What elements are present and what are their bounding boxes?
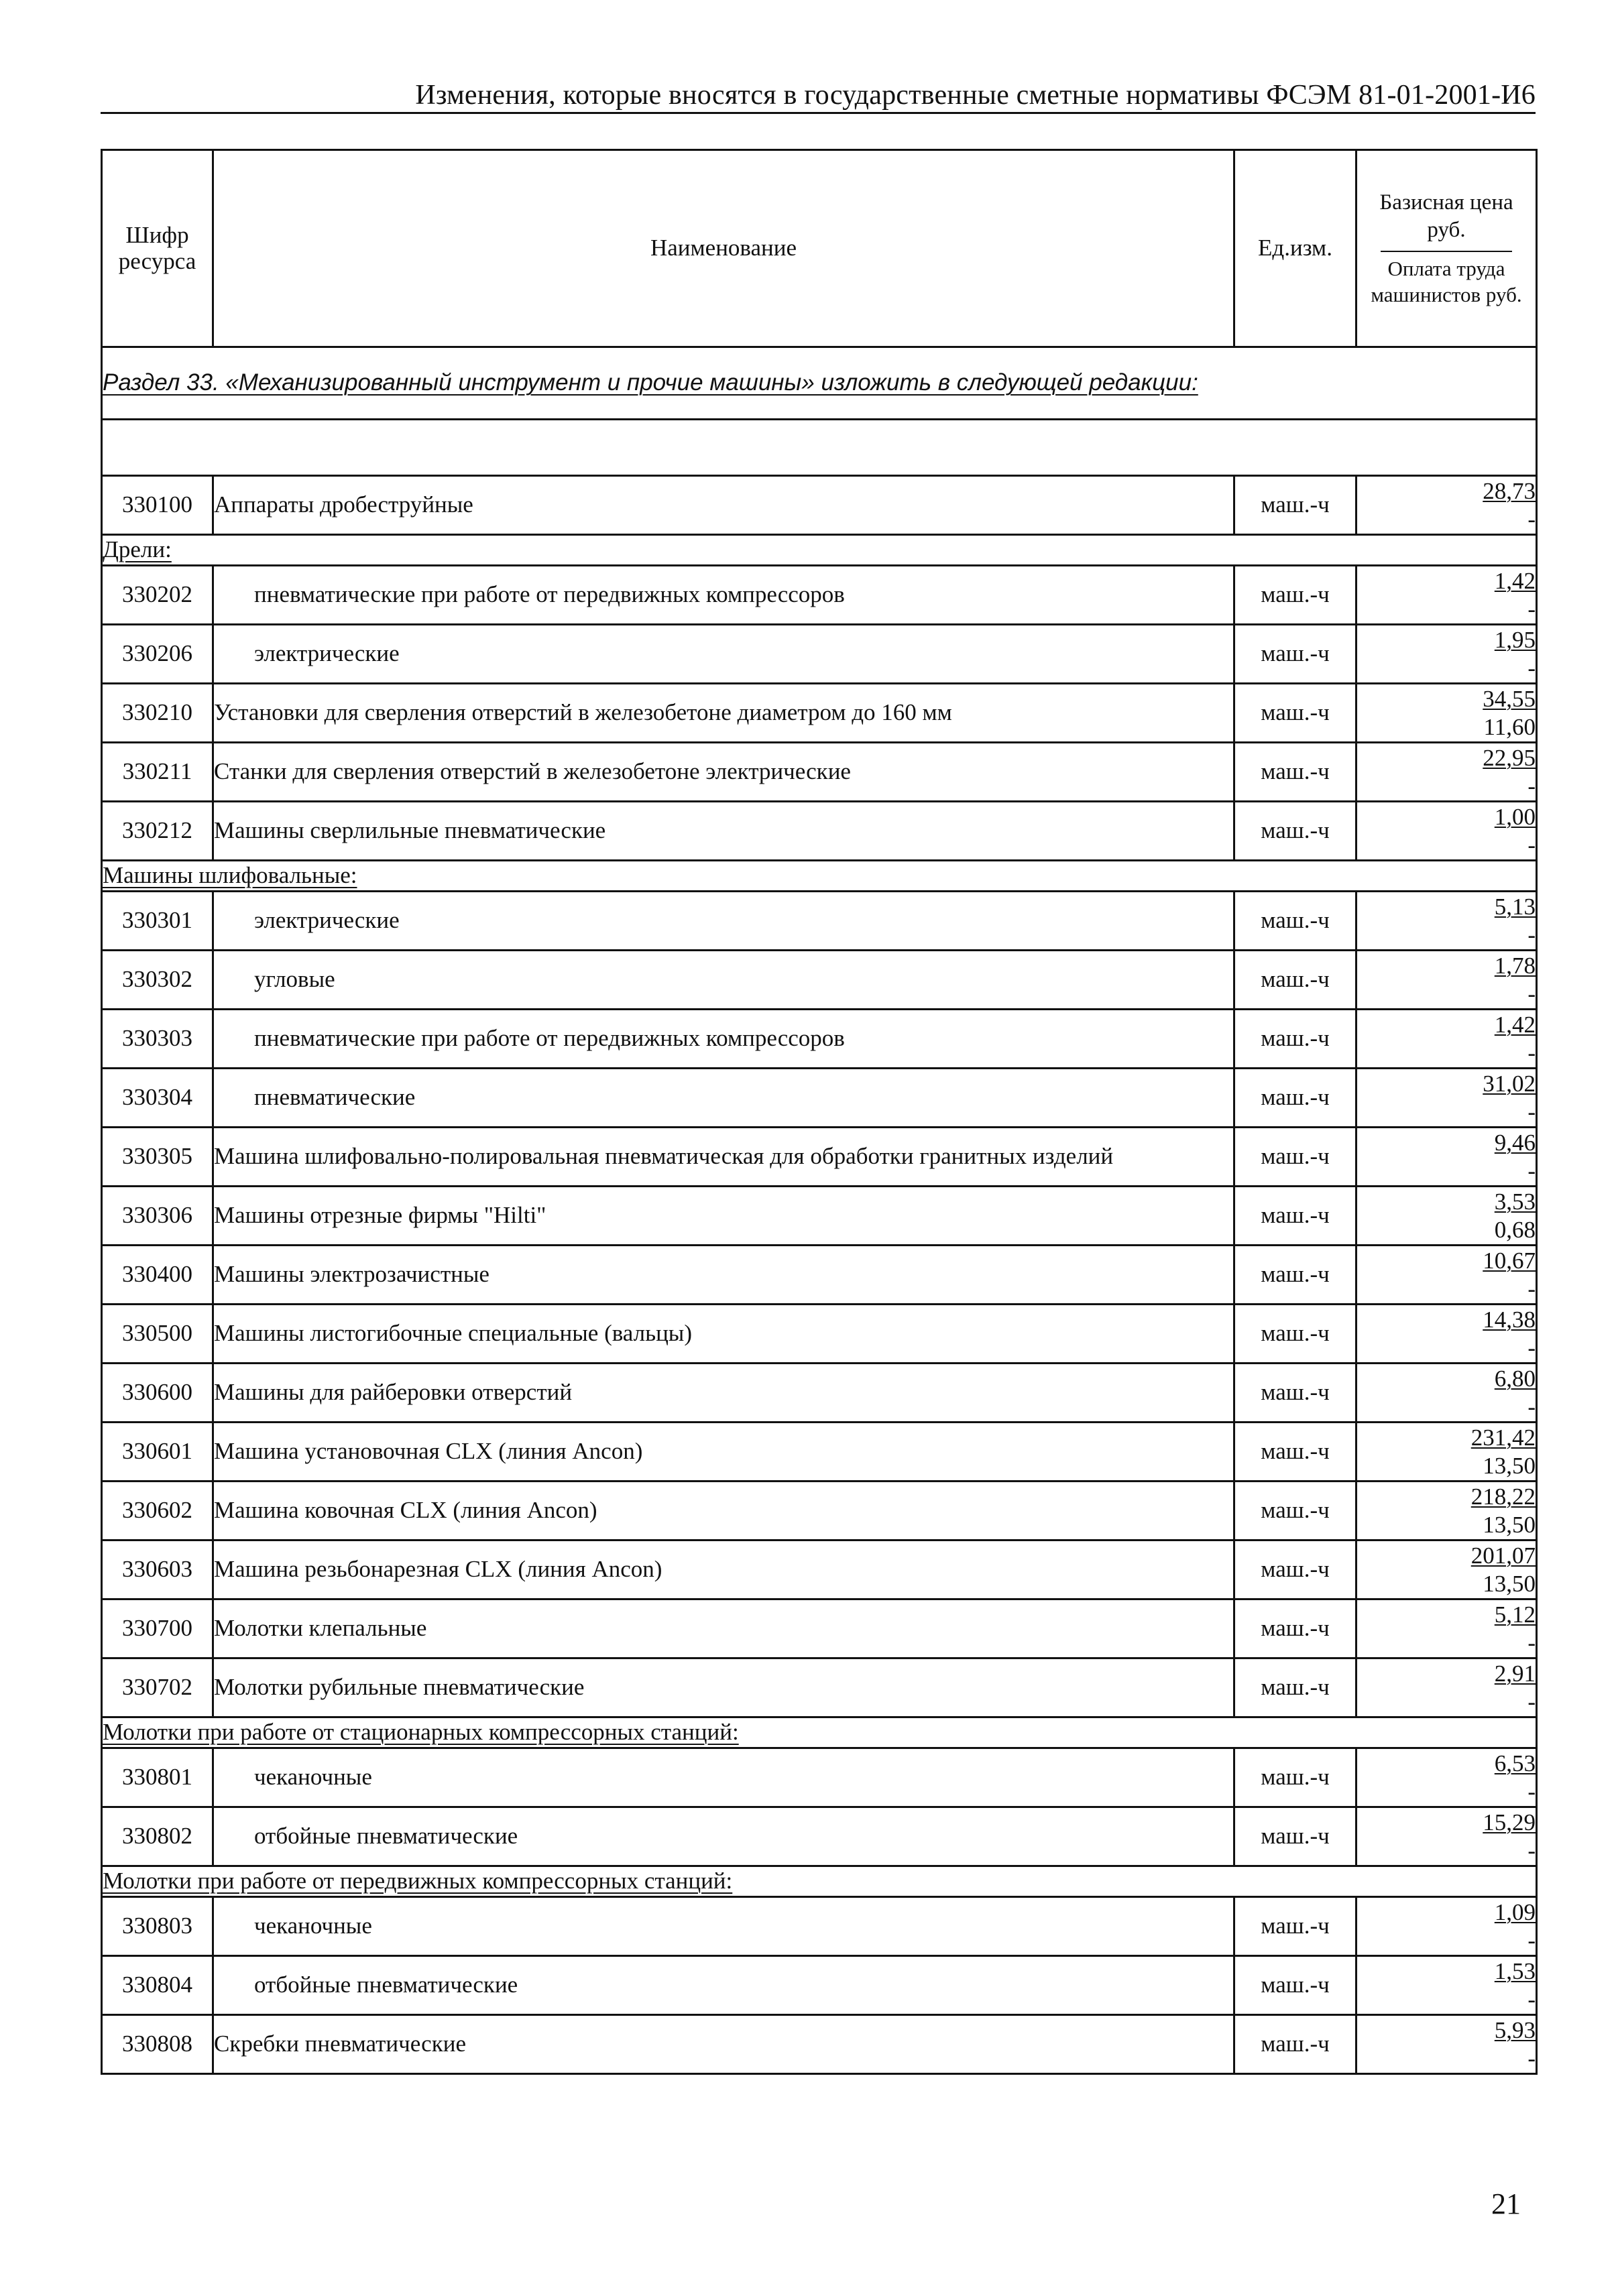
resource-code: 330602 [102, 1482, 213, 1540]
labor-price: - [1527, 505, 1536, 532]
resource-name: электрические [213, 625, 1234, 684]
table-row [102, 1807, 1537, 1866]
resource-code: 330700 [102, 1599, 213, 1658]
table-row [102, 1423, 1537, 1482]
unit-cell: маш.-ч [1234, 892, 1357, 951]
base-price: 6,53 [1494, 1750, 1536, 1776]
base-price: 9,46 [1494, 1129, 1536, 1156]
labor-price: 13,50 [1483, 1452, 1536, 1479]
price-cell [1357, 1364, 1537, 1423]
table-row [102, 743, 1537, 802]
base-price: 1,42 [1494, 1011, 1536, 1038]
spacer-row [102, 420, 1537, 476]
base-price: 231,42 [1470, 1424, 1536, 1451]
price-cell [1357, 476, 1537, 535]
header-rule [101, 112, 1536, 114]
price-cell [1357, 1423, 1537, 1482]
labor-price: - [1527, 1039, 1536, 1066]
labor-price: - [1527, 1334, 1536, 1361]
price-cell [1357, 1128, 1537, 1187]
unit-cell: маш.-ч [1234, 1423, 1357, 1482]
group-title: Молотки при работе от передвижных компрессорных станций: [102, 1866, 1537, 1897]
price-cell [1357, 951, 1537, 1010]
unit-cell: маш.-ч [1234, 1069, 1357, 1128]
price-cell [1357, 1069, 1537, 1128]
unit-cell: маш.-ч [1234, 2015, 1357, 2074]
price-cell [1357, 1807, 1537, 1866]
page-number: 21 [1491, 2187, 1521, 2220]
base-price: 1,78 [1494, 952, 1536, 979]
header-price-base: Базисная цена руб. [1379, 190, 1513, 242]
base-price: 5,13 [1494, 893, 1536, 920]
resource-code: 330802 [102, 1807, 213, 1866]
table-row [102, 1364, 1537, 1423]
table-header-row [102, 150, 1537, 347]
table-row [102, 1599, 1537, 1658]
group-row [102, 535, 1537, 566]
resource-name: пневматические при работе от передвижных компрессоров [213, 1010, 1234, 1069]
resource-code: 330804 [102, 1956, 213, 2015]
resource-code: 330601 [102, 1423, 213, 1482]
labor-price: - [1527, 1778, 1536, 1805]
resource-code: 330305 [102, 1128, 213, 1187]
table-row [102, 1897, 1537, 1956]
labor-price: - [1527, 1688, 1536, 1715]
base-price: 22,95 [1483, 744, 1536, 771]
resource-code: 330202 [102, 566, 213, 625]
section-title-row [102, 347, 1537, 420]
price-cell [1357, 802, 1537, 861]
table-row [102, 892, 1537, 951]
unit-cell: маш.-ч [1234, 1187, 1357, 1246]
group-row [102, 1717, 1537, 1748]
unit-cell: маш.-ч [1234, 1599, 1357, 1658]
table-row [102, 1540, 1537, 1599]
resource-code: 330211 [102, 743, 213, 802]
base-price: 6,80 [1494, 1365, 1536, 1392]
labor-price: - [1527, 595, 1536, 622]
price-cell [1357, 684, 1537, 743]
table-row [102, 566, 1537, 625]
table-row [102, 2015, 1537, 2074]
labor-price: - [1527, 654, 1536, 681]
price-cell [1357, 1246, 1537, 1305]
labor-price: - [1527, 1275, 1536, 1302]
resource-name: Установки для сверления отверстий в железобетоне диаметром до 160 мм [213, 684, 1234, 743]
labor-price: - [1527, 1098, 1536, 1125]
resource-code: 330500 [102, 1305, 213, 1364]
spacer-cell [102, 420, 1537, 476]
resource-name: отбойные пневматические [213, 1956, 1234, 2015]
base-price: 1,95 [1494, 626, 1536, 653]
base-price: 1,09 [1494, 1898, 1536, 1925]
price-cell [1357, 1658, 1537, 1717]
resource-name: Машина резьбонарезная CLX (линия Ancon) [213, 1540, 1234, 1599]
resource-name: Машины для райберовки отверстий [213, 1364, 1234, 1423]
labor-price: - [1527, 1986, 1536, 2012]
base-price: 34,55 [1483, 685, 1536, 712]
price-cell [1357, 1540, 1537, 1599]
table-row [102, 1305, 1537, 1364]
base-price: 31,02 [1483, 1070, 1536, 1097]
price-cell [1357, 2015, 1537, 2074]
unit-cell: маш.-ч [1234, 476, 1357, 535]
base-price: 10,67 [1483, 1247, 1536, 1274]
resource-name: Машины электрозачистные [213, 1246, 1234, 1305]
resource-name: Машины отрезные фирмы "Hilti" [213, 1187, 1234, 1246]
price-cell [1357, 1897, 1537, 1956]
table-row [102, 1128, 1537, 1187]
labor-price: - [1527, 1629, 1536, 1656]
resource-code: 330206 [102, 625, 213, 684]
labor-price: - [1527, 1927, 1536, 1953]
labor-price: - [1527, 921, 1536, 948]
table-row [102, 1246, 1537, 1305]
resource-name: Аппараты дробеструйные [213, 476, 1234, 535]
header-price-divider [1381, 251, 1511, 252]
group-row [102, 1866, 1537, 1897]
base-price: 3,53 [1494, 1188, 1536, 1215]
table-row [102, 684, 1537, 743]
price-cell [1357, 1748, 1537, 1807]
header-name: Наименование [213, 150, 1234, 347]
unit-cell: маш.-ч [1234, 566, 1357, 625]
resource-name: Машины листогибочные специальные (вальцы) [213, 1305, 1234, 1364]
group-row [102, 861, 1537, 892]
resource-name: Машина шлифовально-полировальная пневматическая для обработки гранитных изделий [213, 1128, 1234, 1187]
table-row [102, 802, 1537, 861]
section-title: Раздел 33. «Механизированный инструмент и прочие машины» изложить в следующей редакции: [102, 347, 1537, 420]
price-cell [1357, 1956, 1537, 2015]
labor-price: - [1527, 1393, 1536, 1420]
resource-name: Машина установочная CLX (линия Ancon) [213, 1423, 1234, 1482]
labor-price: - [1527, 2045, 1536, 2071]
header-price-labor: Оплата труда машинистов руб. [1371, 257, 1522, 306]
header-code: Шифр ресурса [102, 150, 213, 347]
table-row [102, 1187, 1537, 1246]
labor-price: - [1527, 980, 1536, 1007]
resource-name: Машина ковочная CLX (линия Ancon) [213, 1482, 1234, 1540]
resource-name: Молотки клепальные [213, 1599, 1234, 1658]
base-price: 5,12 [1494, 1601, 1536, 1628]
base-price: 15,29 [1483, 1809, 1536, 1835]
unit-cell: маш.-ч [1234, 743, 1357, 802]
resource-code: 330212 [102, 802, 213, 861]
unit-cell: маш.-ч [1234, 1305, 1357, 1364]
unit-cell: маш.-ч [1234, 1956, 1357, 2015]
resource-code: 330603 [102, 1540, 213, 1599]
base-price: 28,73 [1483, 477, 1536, 504]
resource-name: Молотки рубильные пневматические [213, 1658, 1234, 1717]
labor-price: 13,50 [1483, 1570, 1536, 1597]
table-row [102, 1010, 1537, 1069]
table-row [102, 1658, 1537, 1717]
resource-code: 330303 [102, 1010, 213, 1069]
resource-code: 330100 [102, 476, 213, 535]
price-cell [1357, 1305, 1537, 1364]
base-price: 1,53 [1494, 1957, 1536, 1984]
unit-cell: маш.-ч [1234, 1482, 1357, 1540]
resource-code: 330302 [102, 951, 213, 1010]
labor-price: - [1527, 772, 1536, 799]
unit-cell: маш.-ч [1234, 951, 1357, 1010]
price-cell [1357, 1599, 1537, 1658]
labor-price: 11,60 [1483, 713, 1536, 740]
table-row [102, 1069, 1537, 1128]
base-price: 2,91 [1494, 1660, 1536, 1687]
base-price: 5,93 [1494, 2016, 1536, 2043]
unit-cell: маш.-ч [1234, 684, 1357, 743]
base-price: 1,00 [1494, 803, 1536, 830]
unit-cell: маш.-ч [1234, 1246, 1357, 1305]
table-row [102, 1956, 1537, 2015]
resource-code: 330306 [102, 1187, 213, 1246]
table-row [102, 951, 1537, 1010]
resource-name: чеканочные [213, 1748, 1234, 1807]
unit-cell: маш.-ч [1234, 802, 1357, 861]
unit-cell: маш.-ч [1234, 1658, 1357, 1717]
table-row [102, 1748, 1537, 1807]
resource-code: 330702 [102, 1658, 213, 1717]
unit-cell: маш.-ч [1234, 1364, 1357, 1423]
unit-cell: маш.-ч [1234, 1897, 1357, 1956]
unit-cell: маш.-ч [1234, 1540, 1357, 1599]
resource-name: Станки для сверления отверстий в железобетоне электрические [213, 743, 1234, 802]
running-header: Изменения, которые вносятся в государственные сметные нормативы ФСЭМ 81-01-2001-И6 [415, 80, 1536, 111]
base-price: 201,07 [1470, 1542, 1536, 1569]
price-cell [1357, 1187, 1537, 1246]
labor-price: - [1527, 1157, 1536, 1184]
resource-name: Машины сверлильные пневматические [213, 802, 1234, 861]
unit-cell: маш.-ч [1234, 1010, 1357, 1069]
resource-code: 330210 [102, 684, 213, 743]
price-cell [1357, 566, 1537, 625]
base-price: 14,38 [1483, 1306, 1536, 1333]
price-cell [1357, 892, 1537, 951]
header-unit: Ед.изм. [1234, 150, 1357, 347]
group-title: Дрели: [102, 535, 1537, 566]
price-cell [1357, 743, 1537, 802]
resource-code: 330808 [102, 2015, 213, 2074]
resource-code: 330801 [102, 1748, 213, 1807]
unit-cell: маш.-ч [1234, 1807, 1357, 1866]
table-row [102, 625, 1537, 684]
resource-code: 330600 [102, 1364, 213, 1423]
group-title: Машины шлифовальные: [102, 861, 1537, 892]
price-cell [1357, 1482, 1537, 1540]
group-title: Молотки при работе от стационарных компрессорных станций: [102, 1717, 1537, 1748]
unit-cell: маш.-ч [1234, 625, 1357, 684]
resource-table [101, 149, 1538, 2075]
resource-name: чеканочные [213, 1897, 1234, 1956]
resource-code: 330803 [102, 1897, 213, 1956]
table-row [102, 476, 1537, 535]
labor-price: 13,50 [1483, 1511, 1536, 1538]
base-price: 1,42 [1494, 567, 1536, 594]
unit-cell: маш.-ч [1234, 1748, 1357, 1807]
table-row [102, 1482, 1537, 1540]
header-price [1357, 150, 1537, 347]
unit-cell: маш.-ч [1234, 1128, 1357, 1187]
labor-price: - [1527, 1837, 1536, 1864]
labor-price: 0,68 [1494, 1216, 1536, 1243]
base-price: 218,22 [1470, 1483, 1536, 1510]
resource-code: 330301 [102, 892, 213, 951]
labor-price: - [1527, 831, 1536, 858]
resource-name: угловые [213, 951, 1234, 1010]
resource-name: отбойные пневматические [213, 1807, 1234, 1866]
resource-code: 330304 [102, 1069, 213, 1128]
resource-name: Скребки пневматические [213, 2015, 1234, 2074]
price-cell [1357, 625, 1537, 684]
price-cell [1357, 1010, 1537, 1069]
resource-name: пневматические [213, 1069, 1234, 1128]
resource-name: пневматические при работе от передвижных компрессоров [213, 566, 1234, 625]
resource-code: 330400 [102, 1246, 213, 1305]
resource-name: электрические [213, 892, 1234, 951]
